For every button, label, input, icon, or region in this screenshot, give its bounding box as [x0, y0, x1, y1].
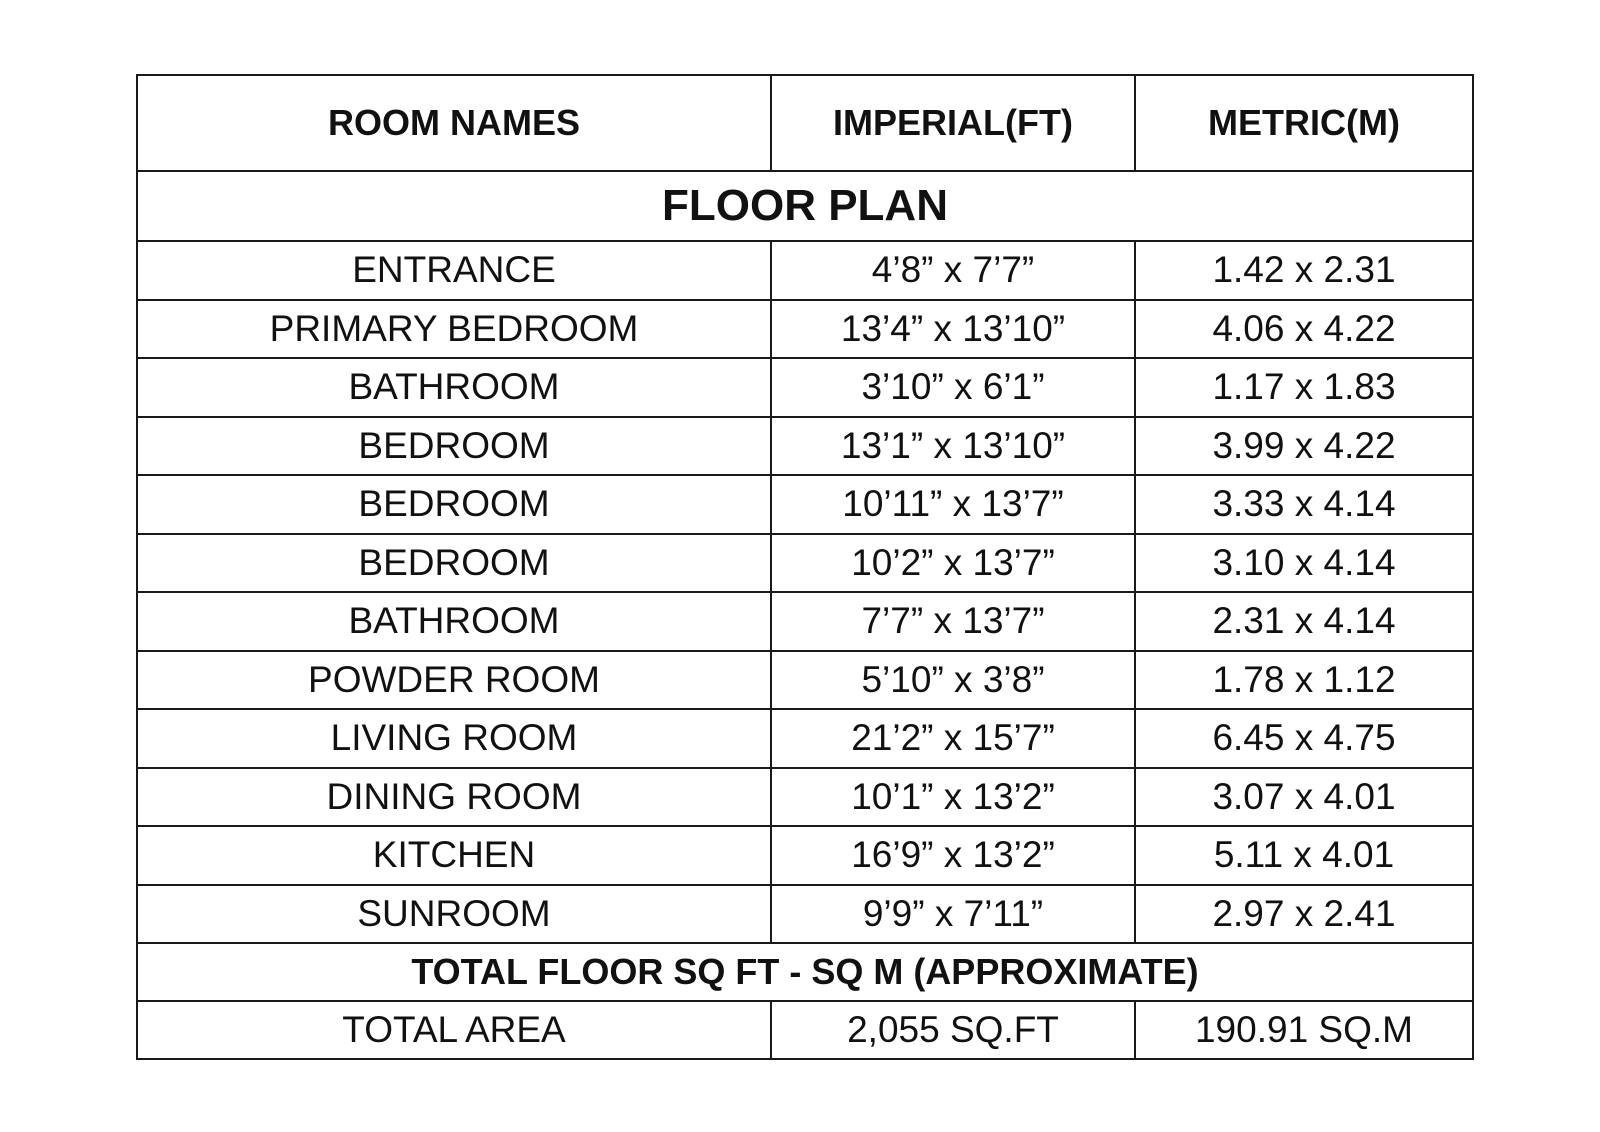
room-name-cell: POWDER ROOM [137, 651, 771, 710]
table-row [137, 826, 1473, 885]
room-name-cell: BEDROOM [137, 475, 771, 534]
room-name-cell: BEDROOM [137, 417, 771, 476]
imperial-cell: 9’9” x 7’11” [771, 885, 1135, 944]
metric-cell: 2.97 x 2.41 [1135, 885, 1473, 944]
imperial-cell: 10’11” x 13’7” [771, 475, 1135, 534]
room-name-cell: BATHROOM [137, 358, 771, 417]
total-label: TOTAL AREA [137, 1001, 771, 1059]
table-row [137, 300, 1473, 359]
imperial-cell: 10’1” x 13’2” [771, 768, 1135, 827]
total-title-row [137, 943, 1473, 1001]
imperial-cell: 7’7” x 13’7” [771, 592, 1135, 651]
table-body [137, 171, 1473, 1059]
total-metric: 190.91 SQ.M [1135, 1001, 1473, 1059]
room-name-cell: BATHROOM [137, 592, 771, 651]
imperial-cell: 13’4” x 13’10” [771, 300, 1135, 359]
header-row [137, 75, 1473, 171]
table-row [137, 651, 1473, 710]
metric-cell: 3.99 x 4.22 [1135, 417, 1473, 476]
total-row [137, 1001, 1473, 1059]
section-row [137, 171, 1473, 241]
metric-cell: 3.10 x 4.14 [1135, 534, 1473, 593]
table-row [137, 534, 1473, 593]
table-row [137, 768, 1473, 827]
metric-cell: 5.11 x 4.01 [1135, 826, 1473, 885]
total-imperial: 2,055 SQ.FT [771, 1001, 1135, 1059]
table-row [137, 358, 1473, 417]
metric-cell: 3.07 x 4.01 [1135, 768, 1473, 827]
room-name-cell: KITCHEN [137, 826, 771, 885]
metric-cell: 1.17 x 1.83 [1135, 358, 1473, 417]
room-name-cell: LIVING ROOM [137, 709, 771, 768]
metric-cell: 1.42 x 2.31 [1135, 241, 1473, 300]
section-title: FLOOR PLAN [137, 171, 1473, 241]
imperial-cell: 13’1” x 13’10” [771, 417, 1135, 476]
table-row [137, 241, 1473, 300]
imperial-cell: 4’8” x 7’7” [771, 241, 1135, 300]
table-row [137, 475, 1473, 534]
imperial-cell: 10’2” x 13’7” [771, 534, 1135, 593]
header-metric: METRIC(M) [1135, 75, 1473, 171]
room-name-cell: ENTRANCE [137, 241, 771, 300]
room-name-cell: SUNROOM [137, 885, 771, 944]
imperial-cell: 16’9” x 13’2” [771, 826, 1135, 885]
imperial-cell: 21’2” x 15’7” [771, 709, 1135, 768]
table-row [137, 592, 1473, 651]
header-imperial: IMPERIAL(FT) [771, 75, 1135, 171]
total-title: TOTAL FLOOR SQ FT - SQ M (APPROXIMATE) [137, 943, 1473, 1001]
table-row [137, 885, 1473, 944]
room-dimensions-table [136, 74, 1474, 1060]
room-name-cell: BEDROOM [137, 534, 771, 593]
room-name-cell: DINING ROOM [137, 768, 771, 827]
imperial-cell: 5’10” x 3’8” [771, 651, 1135, 710]
metric-cell: 6.45 x 4.75 [1135, 709, 1473, 768]
metric-cell: 1.78 x 1.12 [1135, 651, 1473, 710]
metric-cell: 4.06 x 4.22 [1135, 300, 1473, 359]
imperial-cell: 3’10” x 6’1” [771, 358, 1135, 417]
metric-cell: 2.31 x 4.14 [1135, 592, 1473, 651]
metric-cell: 3.33 x 4.14 [1135, 475, 1473, 534]
header-room-names: ROOM NAMES [137, 75, 771, 171]
room-name-cell: PRIMARY BEDROOM [137, 300, 771, 359]
table-row [137, 417, 1473, 476]
table-row [137, 709, 1473, 768]
